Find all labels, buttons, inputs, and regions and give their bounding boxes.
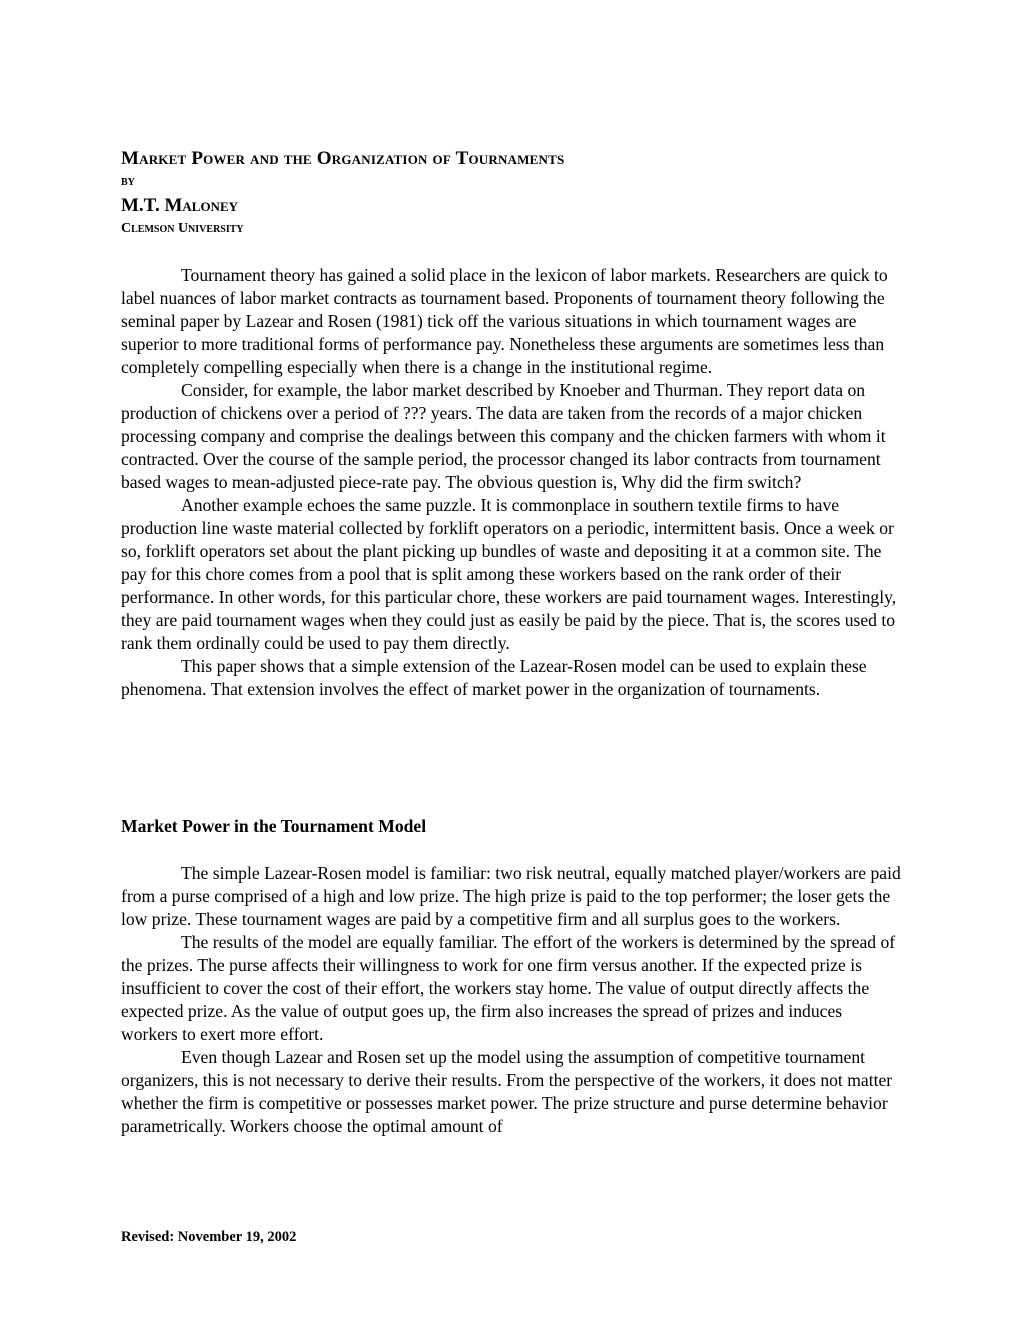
paragraph: Tournament theory has gained a solid place in the lexicon of labor markets. Researchers are quick to label nuances of labor market contracts as tournament based. Proponents of tournament theory following the seminal paper by Lazear and Rosen (1981) tick off the various situations in which tournament wages are superior to more traditional forms of performance pay. Nonetheless these arguments are sometimes less than completely compelling especially when there is a change in the institutional regime. [121,265,888,377]
paragraph: The results of the model are equally familiar. The effort of the workers is determined by the spread of the prizes. The purse affects their willingness to work for one firm versus another. If the expected prize is insufficient to cover the cost of their effort, the workers stay home. The value of output directly affects the expected prize. As the value of output goes up, the firm also increases the spread of prizes and induces workers to exert more effort. [121,932,896,1044]
section-heading: Market Power in the Tournament Model [121,816,427,836]
paragraph: The simple Lazear-Rosen model is familiar: two risk neutral, equally matched player/workers are paid from a purse comprised of a high and low prize. The high prize is paid to the top performer; the loser gets the low prize. These tournament wages are paid by a competitive firm and all surplus goes to the workers. [121,863,901,929]
paragraph: This paper shows that a simple extension of the Lazear-Rosen model can be used to explain these phenomena. That extension involves the effect of market power in the organization of tournaments. [121,656,867,699]
author-affiliation: Clemson University [121,221,244,236]
intro-section [121,264,901,701]
paragraph: Another example echoes the same puzzle. It is commonplace in southern textile firms to have production line waste material collected by forklift operators on a periodic, intermittent basis. Once a week or so, forklift operators set about the plant picking up bundles of waste and depositing it at a common site. The pay for this chore comes from a pool that is split among these workers based on the rank order of their performance. In other words, for this particular chore, these workers are paid tournament wages. Interestingly, they are paid tournament wages when they could just as easily be paid by the piece. That is, the scores used to rank them ordinally could be used to pay them directly. [121,495,897,653]
paper-title: Market Power and the Organization of Tournaments [121,148,565,169]
author-name: M.T. Maloney [121,195,238,216]
model-section [121,862,901,1138]
revision-date: Revised: November 19, 2002 [121,1229,297,1245]
paragraph: Even though Lazear and Rosen set up the model using the assumption of competitive tournament organizers, this is not necessary to derive their results. From the perspective of the workers, it does not matter whether the firm is competitive or possesses market power. The prize structure and purse determine behavior parametrically. Workers choose the optimal amount of [121,1047,893,1136]
paragraph: Consider, for example, the labor market described by Knoeber and Thurman. They report data on production of chickens over a period of ??? years. The data are taken from the records of a major chicken processing company and comprise the dealings between this company and the chicken farmers with whom it contracted. Over the course of the sample period, the processor changed its labor contracts from tournament based wages to mean-adjusted piece-rate pay. The obvious question is, Why did the firm switch? [121,380,886,492]
byline-by: by [121,174,135,189]
